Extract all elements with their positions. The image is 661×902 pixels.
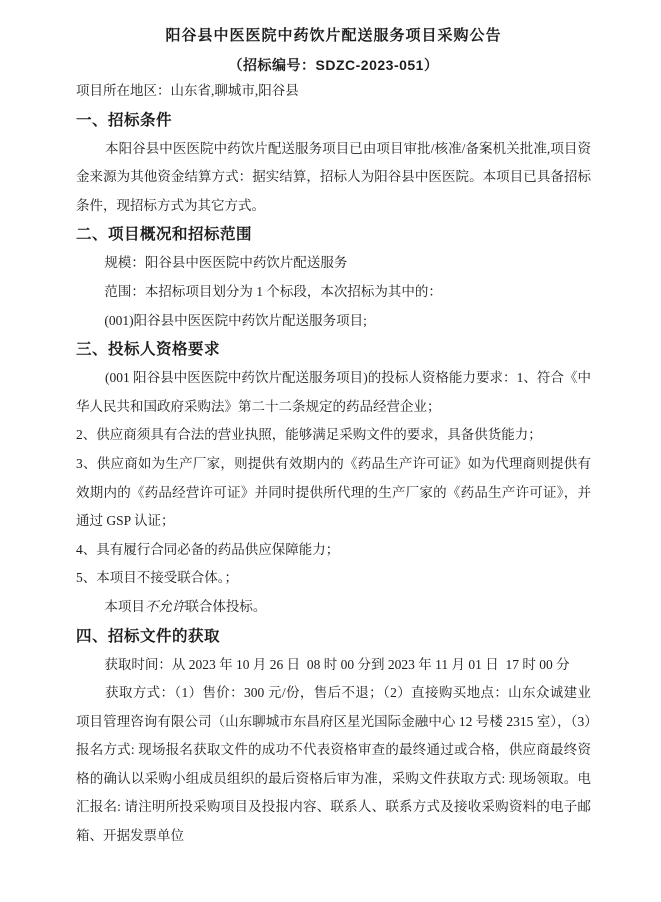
- joint-note-emphasis: 不允许: [144, 598, 186, 614]
- qualification-requirement-5: 5、本项目不接受联合体。；: [76, 570, 238, 586]
- document-title: 阳谷县中医医院中药饮片配送服务项目采购公告: [165, 27, 502, 44]
- project-scope-line: 范围：本招标项目划分为 1 个标段，本次招标为其中的：: [104, 283, 442, 299]
- section-heading-bid-conditions: 一、招标条件: [76, 111, 173, 129]
- qualification-requirement-1: (001 阳谷县中医医院中药饮片配送服务项目)的投标人资格能力要求：1、符合《中华人民共和国政府采购法》第二十二条规定的药品经营企业；: [76, 370, 591, 414]
- acquisition-method-paragraph: 获取方式：（1）售价：300 元/份，售后不退；（2）直接购买地点：山东众诚建业项目管理咨询有限公司（山东聊城市东昌府区星光国际金融中心 12 号楼 2315 室），（3）报名方式: 现场报名获取文件的成功不代表资格审查的最终通过或合格，供应商最终资格的确认以采购小组成员组织的最后资格后审为准，采购文件获取方式: 现场领取。电汇报名: 请注明所投采购项目及投报内容、联系人、联系方式及接收采购资料的电子邮箱、开据发票单位: [76, 685, 591, 844]
- section-heading-bidder-qualifications: 三、投标人资格要求: [76, 341, 221, 359]
- joint-note-suffix: 联合体投标。: [185, 598, 267, 614]
- bid-conditions-paragraph: 本阳谷县中医医院中药饮片配送服务项目已由项目审批/核准/备案机关批准,项目资金来源为其他资金结算方式：据实结算，招标人为阳谷县中医医院。本项目已具备招标条件，现招标方式为其它方式。: [76, 140, 591, 213]
- qualification-requirement-4: 4、具有履行合同必备的药品供应保障能力；: [76, 541, 340, 557]
- project-scale-line: 规模：阳谷县中医医院中药饮片配送服务: [104, 255, 348, 271]
- joint-venture-note: [76, 593, 591, 622]
- qualification-requirement-3: 3、供应商如为生产厂家，则提供有效期内的《药品生产许可证》如为代理商则提供有效期内的《药品经营许可证》并同时提供所代理的生产厂家的《药品生产许可证》，并通过 GSP 认证；: [76, 455, 591, 529]
- project-location-line: 项目所在地区：山东省,聊城市,阳谷县: [76, 83, 299, 98]
- acquisition-time-line: 获取时间：从 2023 年 10 月 26 日 08 时 00 分到 2023 年 11 月 01 日 17 时 00 分: [104, 656, 570, 672]
- section-heading-project-overview: 二、项目概况和招标范围: [76, 226, 253, 244]
- joint-note-prefix: 本项目: [104, 598, 145, 614]
- tender-number-subtitle: （招标编号：SDZC-2023-051）: [228, 57, 439, 73]
- section-heading-document-acquisition: 四、招标文件的获取: [76, 627, 221, 645]
- qualification-requirement-2: 2、供应商须具有合法的营业执照，能够满足采购文件的要求，具备供货能力；: [76, 427, 542, 443]
- lot-description-line: (001)阳谷县中医医院中药饮片配送服务项目;: [104, 312, 367, 328]
